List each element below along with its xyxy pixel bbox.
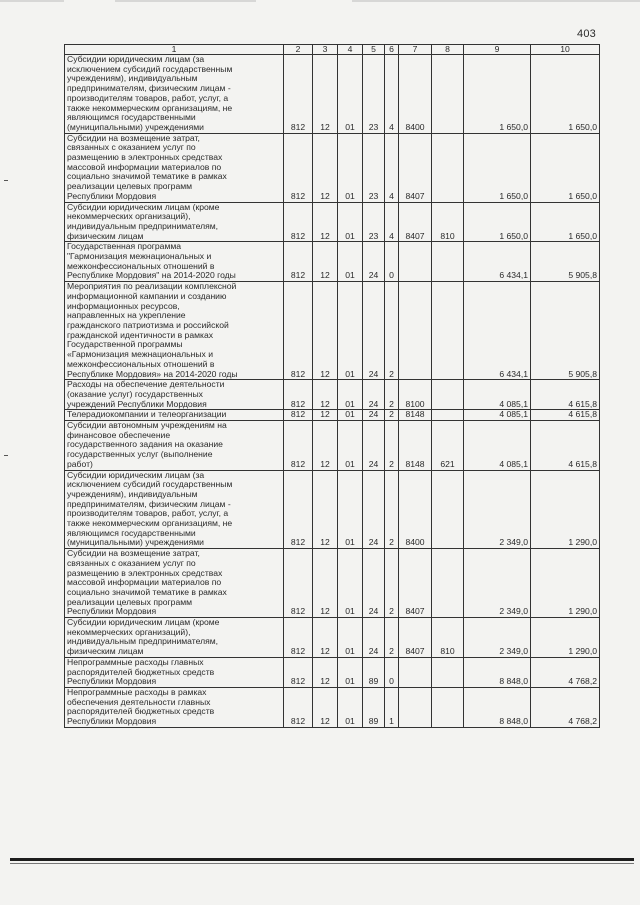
table-row — [65, 133, 600, 202]
article-code-cell: 8148 — [399, 410, 432, 421]
ved-code-cell: 812 — [284, 242, 313, 282]
ved-code-cell: 812 — [284, 549, 313, 618]
amount-year2-cell: 1 650,0 — [531, 55, 600, 134]
top-scan-rule — [0, 0, 640, 2]
subsection-cell: 01 — [338, 55, 363, 134]
expense-type-cell — [432, 242, 464, 282]
amount-year2-cell: 1 650,0 — [531, 133, 600, 202]
ved-code-cell: 812 — [284, 202, 313, 242]
budget-table — [64, 44, 600, 728]
amount-year2-cell: 1 290,0 — [531, 618, 600, 658]
section-cell: 12 — [313, 55, 338, 134]
subprogram-cell: 2 — [385, 470, 399, 549]
subprogram-cell: 4 — [385, 202, 399, 242]
expense-type-cell — [432, 380, 464, 410]
row-name-cell: Расходы на обеспечение деятельности (оказание услуг) государственных учреждений Республики Мордовия — [65, 380, 284, 410]
program-cell: 23 — [363, 202, 385, 242]
page-number: 403 — [577, 28, 596, 40]
row-name-cell: Непрограммные расходы в рамках обеспечения деятельности главных распорядителей бюджетных средств Республики Мордовия — [65, 688, 284, 728]
subprogram-cell: 2 — [385, 410, 399, 421]
subsection-cell: 01 — [338, 549, 363, 618]
amount-year2-cell: 5 905,8 — [531, 242, 600, 282]
table-row — [65, 55, 600, 134]
subprogram-cell: 4 — [385, 133, 399, 202]
expense-type-cell — [432, 688, 464, 728]
amount-year1-cell: 4 085,1 — [464, 380, 531, 410]
program-cell: 24 — [363, 242, 385, 282]
program-cell: 89 — [363, 688, 385, 728]
article-code-cell: 8400 — [399, 470, 432, 549]
article-code-cell — [399, 688, 432, 728]
article-code-cell: 8407 — [399, 202, 432, 242]
article-code-cell: 8100 — [399, 380, 432, 410]
section-cell: 12 — [313, 657, 338, 687]
subprogram-cell: 2 — [385, 549, 399, 618]
subsection-cell: 01 — [338, 380, 363, 410]
program-cell: 24 — [363, 618, 385, 658]
program-cell: 24 — [363, 470, 385, 549]
subsection-cell: 01 — [338, 202, 363, 242]
ved-code-cell: 812 — [284, 470, 313, 549]
amount-year2-cell: 4 768,2 — [531, 657, 600, 687]
article-code-cell — [399, 282, 432, 380]
section-cell: 12 — [313, 133, 338, 202]
table-row — [65, 421, 600, 471]
program-cell: 24 — [363, 410, 385, 421]
row-name-cell: Субсидии юридическим лицам (за исключением субсидий государственным учреждениям), индивидуальным предпринимателям, физическим лицам - производителям товаров, работ, услуг, а также некоммерческим организациям, не являющимся государственными (муниципальными) учреждениями — [65, 470, 284, 549]
subprogram-cell: 2 — [385, 380, 399, 410]
ved-code-cell: 812 — [284, 55, 313, 134]
section-cell: 12 — [313, 688, 338, 728]
header-col-8: 8 — [432, 45, 464, 55]
header-col-9: 9 — [464, 45, 531, 55]
subprogram-cell: 2 — [385, 421, 399, 471]
section-cell: 12 — [313, 549, 338, 618]
program-cell: 24 — [363, 549, 385, 618]
amount-year2-cell: 4 768,2 — [531, 688, 600, 728]
table-row — [65, 202, 600, 242]
expense-type-cell — [432, 133, 464, 202]
section-cell: 12 — [313, 618, 338, 658]
amount-year1-cell: 4 085,1 — [464, 410, 531, 421]
amount-year2-cell: 1 290,0 — [531, 549, 600, 618]
amount-year1-cell: 1 650,0 — [464, 202, 531, 242]
amount-year2-cell: 4 615,8 — [531, 421, 600, 471]
amount-year2-cell: 4 615,8 — [531, 380, 600, 410]
ved-code-cell: 812 — [284, 133, 313, 202]
article-code-cell: 8407 — [399, 133, 432, 202]
row-name-cell: Непрограммные расходы главных распорядителей бюджетных средств Республики Мордовия — [65, 657, 284, 687]
subsection-cell: 01 — [338, 421, 363, 471]
section-cell: 12 — [313, 421, 338, 471]
ved-code-cell: 812 — [284, 410, 313, 421]
amount-year2-cell: 1 650,0 — [531, 202, 600, 242]
row-name-cell: Мероприятия по реализации комплексной информационной кампании и созданию информационных ресурсов, направленных на укрепление гражданского патриотизма и российской гражданской идентичности в рамках Государственной программы «Гармонизация межнациональных и межконфессиональных отношений в Республике Мордовия» на 2014-2020 годы — [65, 282, 284, 380]
row-name-cell: Субсидии юридическим лицам (кроме некоммерческих организаций), индивидуальным предпринимателям, физическим лицам — [65, 618, 284, 658]
subsection-cell: 01 — [338, 688, 363, 728]
program-cell: 24 — [363, 282, 385, 380]
ved-code-cell: 812 — [284, 618, 313, 658]
header-col-2: 2 — [284, 45, 313, 55]
subsection-cell: 01 — [338, 282, 363, 380]
row-name-cell: Субсидии юридическим лицам (за исключением субсидий государственным учреждениям), индивидуальным предпринимателям, физическим лицам - производителям товаров, работ, услуг, а также некоммерческим организациям, не являющимся государственными (муниципальными) учреждениями — [65, 55, 284, 134]
row-name-cell: Субсидии автономным учреждениям на финансовое обеспечение государственного задания на оказание государственных услуг (выполнение работ) — [65, 421, 284, 471]
header-col-4: 4 — [338, 45, 363, 55]
table-row — [65, 380, 600, 410]
row-name-cell: Телерадиокомпании и телеорганизации — [65, 410, 284, 421]
table-row — [65, 410, 600, 421]
ved-code-cell: 812 — [284, 688, 313, 728]
header-col-3: 3 — [313, 45, 338, 55]
expense-type-cell — [432, 55, 464, 134]
table-body — [65, 55, 600, 728]
amount-year1-cell: 4 085,1 — [464, 421, 531, 471]
expense-type-cell — [432, 470, 464, 549]
amount-year1-cell: 2 349,0 — [464, 549, 531, 618]
expense-type-cell — [432, 549, 464, 618]
subsection-cell: 01 — [338, 618, 363, 658]
amount-year1-cell: 6 434,1 — [464, 282, 531, 380]
header-col-6: 6 — [385, 45, 399, 55]
table-row — [65, 242, 600, 282]
article-code-cell — [399, 242, 432, 282]
ved-code-cell: 812 — [284, 380, 313, 410]
amount-year1-cell: 8 848,0 — [464, 688, 531, 728]
amount-year2-cell: 5 905,8 — [531, 282, 600, 380]
program-cell: 24 — [363, 380, 385, 410]
row-name-cell: Субсидии на возмещение затрат, связанных с оказанием услуг по размещению в электронных средствах массовой информации материалов по социально значимой тематике в рамках реализации целевых программ Республики Мордовия — [65, 133, 284, 202]
row-name-cell: Государственная программа "Гармонизация межнациональных и межконфессиональных отношений в Республике Мордовия" на 2014-2020 годы — [65, 242, 284, 282]
article-code-cell — [399, 657, 432, 687]
row-name-cell: Субсидии на возмещение затрат, связанных с оказанием услуг по размещению в электронных средствах массовой информации материалов по социально значимой тематике в рамках реализации целевых программ Республики Мордовия — [65, 549, 284, 618]
expense-type-cell: 810 — [432, 202, 464, 242]
amount-year1-cell: 8 848,0 — [464, 657, 531, 687]
margin-tick — [4, 455, 8, 456]
section-cell: 12 — [313, 410, 338, 421]
program-cell: 23 — [363, 133, 385, 202]
expense-type-cell — [432, 282, 464, 380]
subprogram-cell: 1 — [385, 688, 399, 728]
bottom-scan-bar — [10, 858, 634, 861]
expense-type-cell: 810 — [432, 618, 464, 658]
header-row — [65, 45, 600, 55]
table-row — [65, 688, 600, 728]
program-cell: 89 — [363, 657, 385, 687]
section-cell: 12 — [313, 380, 338, 410]
subsection-cell: 01 — [338, 657, 363, 687]
subprogram-cell: 4 — [385, 55, 399, 134]
amount-year2-cell: 1 290,0 — [531, 470, 600, 549]
section-cell: 12 — [313, 282, 338, 380]
header-col-10: 10 — [531, 45, 600, 55]
margin-tick — [4, 180, 8, 181]
article-code-cell: 8148 — [399, 421, 432, 471]
expense-type-cell: 621 — [432, 421, 464, 471]
section-cell: 12 — [313, 202, 338, 242]
expense-type-cell — [432, 657, 464, 687]
article-code-cell: 8400 — [399, 55, 432, 134]
subprogram-cell: 0 — [385, 657, 399, 687]
subsection-cell: 01 — [338, 133, 363, 202]
header-col-1: 1 — [65, 45, 284, 55]
subprogram-cell: 2 — [385, 618, 399, 658]
amount-year1-cell: 2 349,0 — [464, 470, 531, 549]
article-code-cell: 8407 — [399, 549, 432, 618]
row-name-cell: Субсидии юридическим лицам (кроме некоммерческих организаций), индивидуальным предпринимателям, физическим лицам — [65, 202, 284, 242]
subprogram-cell: 0 — [385, 242, 399, 282]
amount-year2-cell: 4 615,8 — [531, 410, 600, 421]
subsection-cell: 01 — [338, 410, 363, 421]
program-cell: 23 — [363, 55, 385, 134]
subsection-cell: 01 — [338, 242, 363, 282]
table-row — [65, 618, 600, 658]
table-row — [65, 549, 600, 618]
ved-code-cell: 812 — [284, 282, 313, 380]
table-row — [65, 470, 600, 549]
amount-year1-cell: 6 434,1 — [464, 242, 531, 282]
header-col-5: 5 — [363, 45, 385, 55]
ved-code-cell: 812 — [284, 421, 313, 471]
program-cell: 24 — [363, 421, 385, 471]
section-cell: 12 — [313, 242, 338, 282]
amount-year1-cell: 1 650,0 — [464, 55, 531, 134]
table-row — [65, 657, 600, 687]
table-row — [65, 282, 600, 380]
expense-type-cell — [432, 410, 464, 421]
ved-code-cell: 812 — [284, 657, 313, 687]
article-code-cell: 8407 — [399, 618, 432, 658]
subsection-cell: 01 — [338, 470, 363, 549]
amount-year1-cell: 1 650,0 — [464, 133, 531, 202]
bottom-scan-line — [10, 863, 634, 864]
header-col-7: 7 — [399, 45, 432, 55]
section-cell: 12 — [313, 470, 338, 549]
amount-year1-cell: 2 349,0 — [464, 618, 531, 658]
subprogram-cell: 2 — [385, 282, 399, 380]
